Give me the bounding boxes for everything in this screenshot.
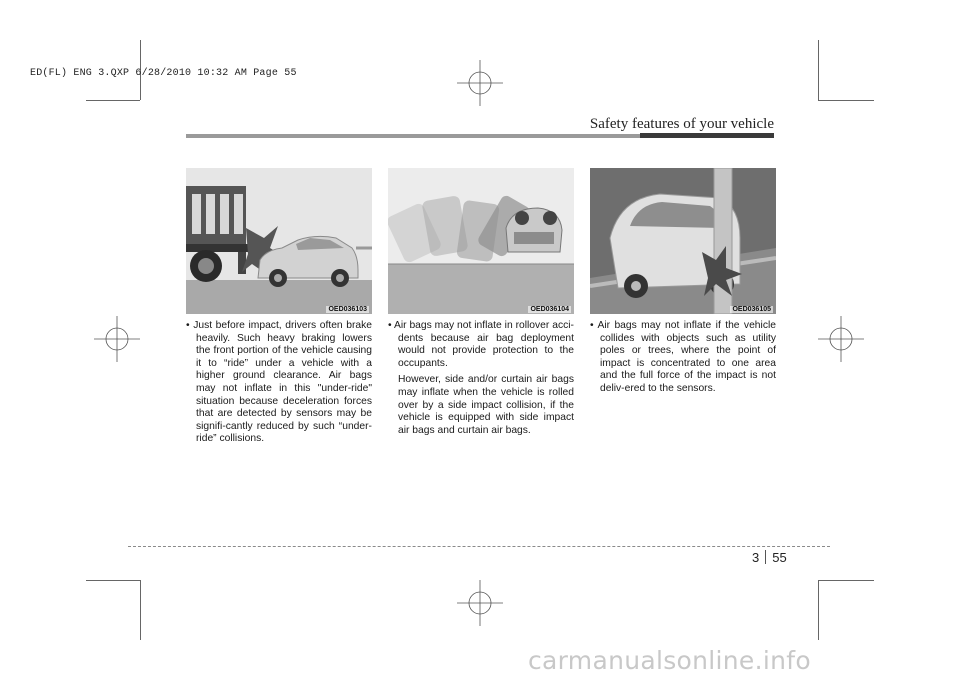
bullet-rollover: • Air bags may not inflate in rollover acci-dents because air bag deployment would not provide protection to the occupants. <box>388 320 574 369</box>
crop-mark <box>140 580 141 640</box>
paragraph-side-airbags: However, side and/or curtain air bags may inflate when the vehicle is rolled over by a side impact collision, if the vehicle is equipped with side impact air bags and curtain air bags. <box>398 374 574 436</box>
crop-mark <box>818 100 874 101</box>
footer-rule <box>128 546 830 547</box>
registration-mark-bottom <box>455 578 505 628</box>
crop-mark <box>818 580 874 581</box>
crop-mark <box>86 580 140 581</box>
registration-mark-top <box>455 58 505 108</box>
registration-mark-right <box>816 314 866 364</box>
bullet-pole-collision: • Air bags may not inflate if the vehicle collides with objects such as utility poles or trees, where the point of impact is concentrated to one area and the full force of the impact is not deliv-ered to the sensors. <box>590 320 776 394</box>
text-column-1 <box>186 320 372 446</box>
print-slug: ED(FL) ENG 3.QXP 6/28/2010 10:32 AM Page 55 <box>30 68 297 79</box>
page-number <box>752 550 787 565</box>
section-title: Safety features of your vehicle <box>589 116 774 132</box>
registration-mark-left <box>92 314 142 364</box>
page-number-value: 55 <box>772 550 787 565</box>
text-column-3 <box>590 320 776 396</box>
figure-code: OED036103 <box>328 306 367 313</box>
figure-code: OED036105 <box>732 306 771 313</box>
watermark: carmanualsonline.info <box>528 646 811 675</box>
crop-mark <box>86 100 140 101</box>
figure-rollover <box>388 168 574 314</box>
crop-mark <box>818 40 819 100</box>
figure-pole-collision <box>590 168 776 314</box>
figure-code: OED036104 <box>530 306 569 313</box>
figure-underride <box>186 168 372 314</box>
crop-mark <box>818 580 819 640</box>
text-column-2 <box>388 320 574 437</box>
header-rule-accent <box>640 133 774 138</box>
bullet-underride: • Just before impact, drivers often brake heavily. Such heavy braking lowers the front portion of the vehicle causing it to “ride” under a vehicle with a higher ground clearance. Air bags may not inflate in this "under-ride" situation because deceleration forces that are detected by sensors may be signifi-cantly reduced by such “under-ride” collisions. <box>186 320 372 445</box>
chapter-number: 3 <box>752 550 760 565</box>
page-number-divider <box>765 550 766 564</box>
